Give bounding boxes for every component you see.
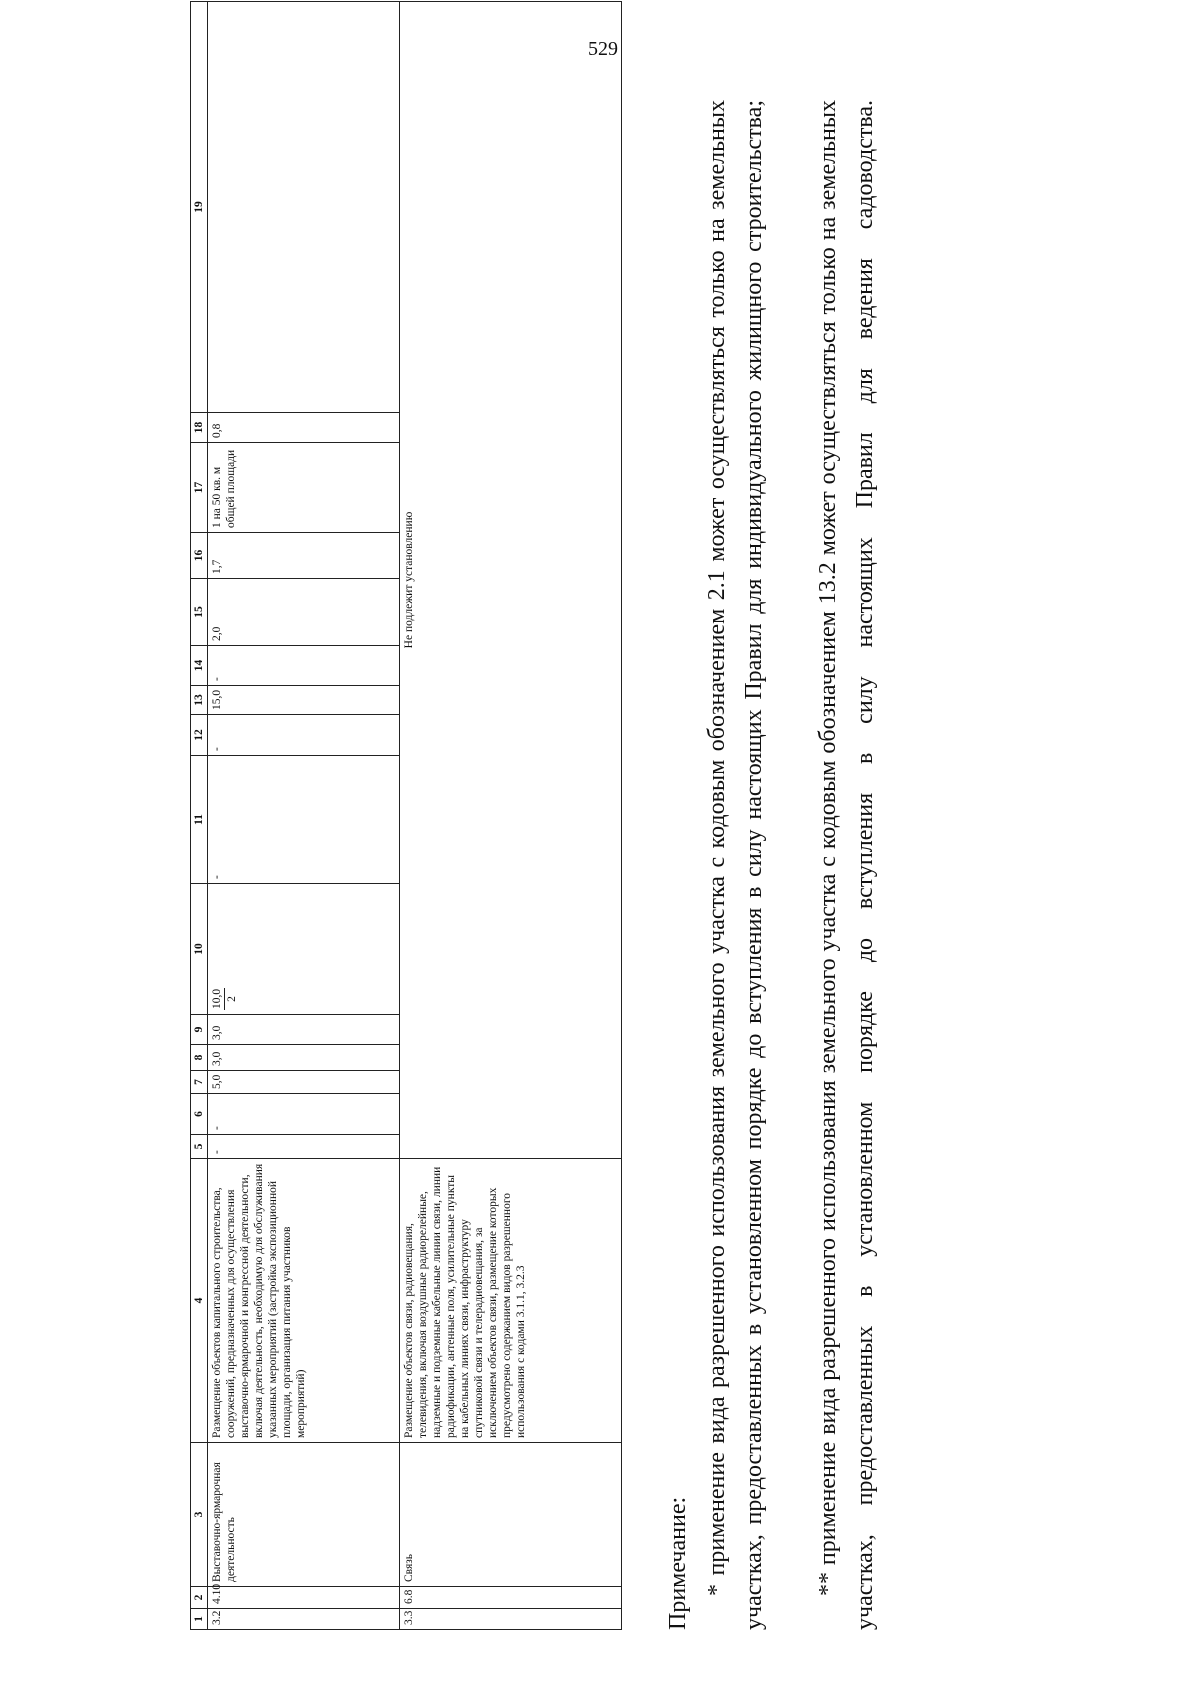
table-cell: 0,8 (208, 413, 400, 443)
fraction-numerator: 10,0 (210, 988, 225, 1010)
table-cell: 3,0 (208, 1015, 400, 1045)
row-number-cell: 3.2 (208, 1609, 400, 1630)
header-cell: 18 (191, 413, 208, 443)
zoning-table (190, 1, 622, 1630)
table-row (400, 2, 622, 1630)
table-cell: 1,7 (208, 533, 400, 579)
header-cell: 8 (191, 1045, 208, 1071)
header-cell: 1 (191, 1609, 208, 1630)
rotated-content (190, 90, 1200, 1630)
header-cell: 3 (191, 1443, 208, 1587)
header-cell: 10 (191, 884, 208, 1015)
header-cell: 19 (191, 2, 208, 413)
table-cell: - (208, 1094, 400, 1135)
table-cell: - (208, 756, 400, 884)
not-applicable-cell: Не подлежит установлению (400, 2, 622, 1159)
header-cell: 16 (191, 533, 208, 579)
table-cell: 2,0 (208, 579, 400, 646)
note-item: * применение вида разрешенного использования земельного участка с кодовым обозначением 2.1 может осуществляться только на земельных участках, предоставленных в установленном порядке до вступления в силу настоящих Правил для индивидуального жилищного строительства; (704, 100, 767, 1630)
header-cell: 14 (191, 646, 208, 686)
notes-section (660, 100, 921, 1630)
table-row (208, 2, 400, 1630)
table-header-row (191, 2, 208, 1630)
table-cell: - (208, 1135, 400, 1159)
header-cell: 12 (191, 715, 208, 756)
note-item: ** применение вида разрешенного использования земельного участка с кодовым обозначением 13.2 может осуществляться только на земельных участках, предоставленных в установленном порядке до вступления в силу настоящих Правил для ведения садоводства. (815, 100, 878, 1630)
header-cell: 17 (191, 443, 208, 533)
table-cell (208, 2, 400, 413)
header-cell: 13 (191, 686, 208, 715)
header-cell: 6 (191, 1094, 208, 1135)
use-name-cell: Выставочно-ярмарочная деятельность (208, 1443, 400, 1587)
table-cell: - (208, 646, 400, 686)
table-cell: 5,0 (208, 1071, 400, 1094)
table-cell-fraction (208, 884, 400, 1015)
use-description-cell: Размещение объектов капитального строительства, сооружений, предназначенных для осуществления выставочно-ярмарочной и конгрессной деятельности, включая деятельность, необходимую для обслуживания указанных мероприятий (застройка экспозиционной площади, организация питания участников мероприятий) (208, 1159, 400, 1443)
use-code-cell: 4.10 (208, 1587, 400, 1609)
page-number: 529 (588, 38, 618, 60)
use-name-cell: Связь (400, 1443, 622, 1587)
header-cell: 11 (191, 756, 208, 884)
table-cell: 15,0 (208, 686, 400, 715)
table-cell: 1 на 50 кв. м общей площади (208, 443, 400, 533)
use-description-cell: Размещение объектов связи, радиовещания, телевидения, включая воздушные радиорелейные, надземные и подземные кабельные линии связи, линии радиофикации, антенные поля, усилительные пункты на кабельных линиях связи, инфраструктуру спутниковой связи и телерадиовещания, за исключением объектов связи, размещение которых предусмотрено содержанием видов разрешенного использования с кодами 3.1.1, 3.2.3 (400, 1159, 622, 1443)
header-cell: 15 (191, 579, 208, 646)
fraction-denominator: 2 (226, 996, 239, 1002)
header-cell: 9 (191, 1015, 208, 1045)
header-cell: 5 (191, 1135, 208, 1159)
table-cell: 3,0 (208, 1045, 400, 1071)
header-cell: 4 (191, 1159, 208, 1443)
row-number-cell: 3.3 (400, 1609, 622, 1630)
notes-title: Примечание: (665, 1496, 691, 1630)
header-cell: 7 (191, 1071, 208, 1094)
fraction (210, 988, 239, 1010)
use-code-cell: 6.8 (400, 1587, 622, 1609)
header-cell: 2 (191, 1587, 208, 1609)
table-cell: - (208, 715, 400, 756)
